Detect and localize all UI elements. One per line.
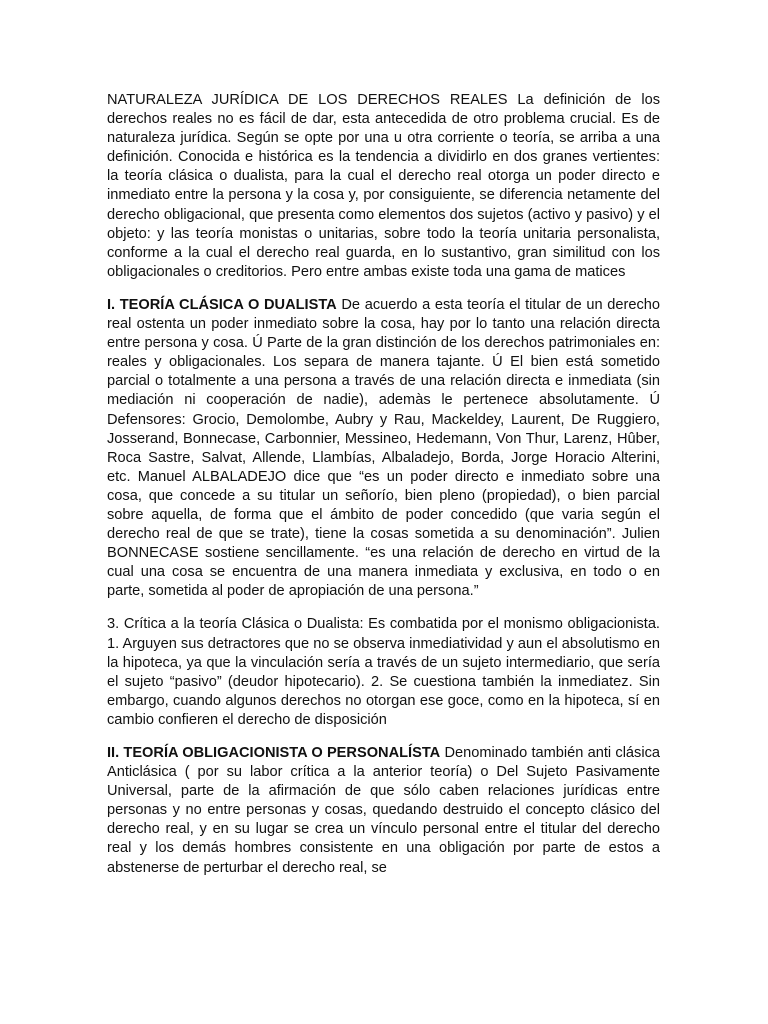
paragraph-teoria-obligacionista	[107, 744, 660, 878]
paragraph-teoria-clasica	[107, 296, 660, 602]
document-body	[107, 91, 660, 878]
paragraph-text: Denominado también anti clásica Anticlásica ( por su labor crítica a la anterior teoría) o Del Sujeto Pasivamente Universal, parte de la afirmación de que sólo caben relaciones jurídicas entre personas y no entre personas y cosas, quedando destruido el concepto clásico del derecho real, y en su lugar se crea un vínculo personal entre el titular del derecho real y los demás hombres consistente en una obligación por parte de estos a abstenerse de perturbar el derecho real, se	[107, 745, 661, 876]
section-heading-teoria-clasica: I. TEORÍA CLÁSICA O DUALISTA	[107, 296, 337, 313]
paragraph-naturaleza-juridica	[107, 91, 660, 282]
paragraph-text: NATURALEZA JURÍDICA DE LOS DERECHOS REALES La definición de los derechos reales no es fácil de dar, esta antecedida de otro problema crucial. Es de naturaleza jurídica. Según se opte por una u otra corriente o teoría, se arriba a una definición. Conocida e histórica es la tendencia a dividirlo en dos granes vertientes: la teoría clásica o dualista, para la cual el derecho real otorga un poder directo e inmediato entre la persona y la cosa y, por consiguiente, se diferencia netamente del derecho obligacional, que presenta como elementos dos sujetos (activo y pasivo) y el objeto: y las teoría monistas o unitarias, sobre todo la teoría unitaria personalista, conforme a la cual el derecho real guarda, en lo sustantivo, gran similitud con los obligacionales o creditorios. Pero entre ambas existe toda una gama de matices	[107, 92, 660, 280]
section-heading-teoria-obligacionista: II. TEORÍA OBLIGACIONISTA O PERSONALÍSTA	[107, 745, 441, 761]
paragraph-text: De acuerdo a esta teoría el titular de un derecho real ostenta un poder inmediato sobre la cosa, hay por lo tanto una relación directa entre persona y cosa. Ú Parte de la gran distinción de los derechos patrimoniales en: reales y obligacionales. Los separa de manera tajante. Ú El bien está sometido parcial o totalmente a una persona a través de una relación directa e inmediata (sin mediación ni cooperación de nadie), ademàs le pertenece absolutamente. Ú Defensores: Grocio, Demolombe, Aubry y Rau, Mackeldey, Laurent, De Ruggiero, Josserand, Bonnecase, Carbonnier, Messineo, Hedemann, Von Thur, Larenz, Hûber, Roca Sastre, Salvat, Allende, Llambías, Albaladejo, Borda, Jorge Horacio Alterini, etc. Manuel ALBALADEJO dice que “es un poder directo e inmediato sobre una cosa, que concede a su titular un señorío, bien pleno (propiedad), o bien parcial sobre aquella, de forma que el ámbito de poder concedido (que varia según el derecho real de que se trate), tiene la cosas sometida a su denominación”. Julien BONNECASE sostiene sencillamente. “es una relación de derecho en virtud de la cual una cosa se encuentra de una manera inmediata y exclusiva, en todo o en parte, sometida al poder de apropiación de una persona.”	[107, 296, 660, 600]
paragraph-text: 3. Crítica a la teoría Clásica o Dualista: Es combatida por el monismo obligacionista. 1. Arguyen sus detractores que no se observa inmediatividad y aun el absolutismo en la hipoteca, ya que la vinculación sería a través de un sujeto intermediario, que sería el sujeto “pasivo” (deudor hipotecario). 2. Se cuestiona también la inmediatez. Sin embargo, cuando algunos derechos no otorgan ese goce, como en la hipoteca, sí en cambio confieren el derecho de disposición	[107, 616, 660, 728]
paragraph-critica-teoria-clasica	[107, 615, 660, 730]
